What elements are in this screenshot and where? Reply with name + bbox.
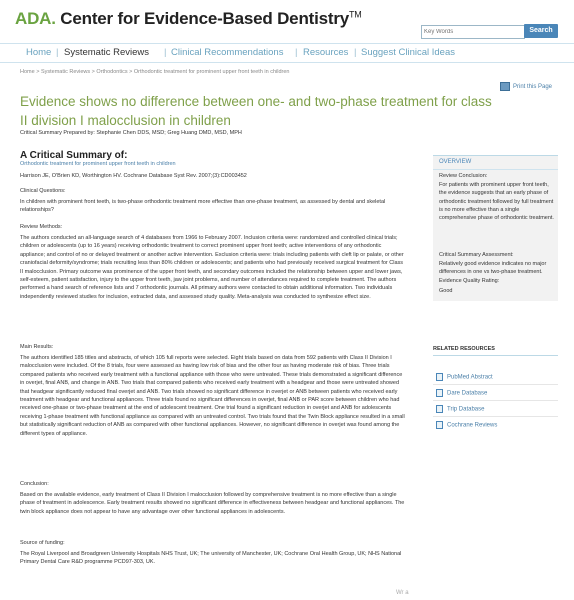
- nav-home[interactable]: Home: [26, 47, 52, 58]
- related-resources-title: RELATED RESOURCES: [433, 346, 495, 352]
- printer-icon: [500, 82, 510, 91]
- overview-panel: [433, 155, 558, 301]
- overview-divider: [433, 169, 558, 170]
- related-item-label: PubMed Abstract: [447, 374, 493, 381]
- nav-separator: |: [56, 47, 59, 58]
- search-input[interactable]: [421, 25, 525, 39]
- document-icon: [436, 405, 443, 413]
- clinical-questions-label: Clinical Questions:: [20, 188, 66, 194]
- nav-separator: |: [164, 47, 167, 58]
- related-dare-database[interactable]: [436, 389, 487, 397]
- citation: Harrison JE, O'Brien KD, Worthington HV. Cochrane Database Syst Rev. 2007;(3):CD003452: [20, 173, 247, 179]
- related-item-label: Dare Database: [447, 390, 488, 397]
- related-resources-divider: [433, 355, 558, 356]
- review-methods-text: The authors conducted an all-language search of 4 databases from 1966 to February 2007. Inclusion criteria were: randomized and controlled clinical trials; children or adolescents (up to 16 years) receiving orthodontic treatment to correct prominent upper front teeth; active interventions of any orthodontic appliance; and control of no or delayed treatment or another active intervention. Exclusion criteria were: trials including patients with cleft lip or palate, or other craniofacial deformity/syndrome; trials recruiting less than 80% children or adolescents; and patients who had previously received surgical treatment for Class II malocclusion. Primary outcome was prominence of the upper front teeth, and secondary outcomes included the relationship between upper and lower jaws, self-esteem, patient satisfaction, injury to the upper front teeth, jaw joint problems, and number of attendances required to complete treatment. The authors performed a hand search of reference lists and 7 orthodontic journals. All primary authors were contacted to obtain additional information. Two individuals independently reviewed studies for inclusion, extracted data, and assessed study quality. Meta-analysis was conducted to synthesize effect size.: [20, 235, 404, 300]
- critical-summary-heading: A Critical Summary of:: [20, 150, 128, 161]
- funding-label: Source of funding:: [20, 540, 65, 546]
- logo-ada: ADA.: [15, 9, 56, 28]
- related-trip-database[interactable]: [436, 405, 484, 413]
- evidence-quality-value: Good: [439, 288, 453, 294]
- review-conclusion-label: Review Conclusion:: [439, 173, 488, 179]
- page-title: Evidence shows no difference between one- and two-phase treatment for class II division I malocclusion in children: [20, 94, 492, 128]
- main-nav: [0, 43, 574, 63]
- breadcrumb[interactable]: Home > Systematic Reviews > Orthodontics > Orthodontic treatment for prominent upper front teeth in children: [20, 69, 290, 75]
- nav-separator: |: [354, 47, 357, 58]
- document-icon: [436, 421, 443, 429]
- related-item-label: Cochrane Reviews: [447, 422, 498, 429]
- main-results-text: The authors identified 185 titles and abstracts, of which 105 full reports were selected. Eight trials based on data from 592 patients with Class II Division I malocclusion were included. Of the 8 trials, four were assessed as having low risk of bias and the other four as having moderate risk of bias. Three trials compared patients who received early treatment with a functional appliance with those who were untreated. These trials demonstrated a significant difference in overjet, final ANB, and change in ANB. Two trials that compared patients who received early treatment with a headgear and those were untreated showed that headgear significantly reduced final overjet and ANB. Two trials showed no significant difference in overjet or ANB between patients who received early treatment with headgear and functional appliances. Three trials found no significant differences in overjet, final ANB or PAR score between children who had received one-phase or two-phase treatment at the end of adolescent treatment. One trial found a significant reduction in overjet and ANB for adolescents receiving 1-phase treatment with functional appliance as compared with an untreated control. Two trials found that the Twin Block appliance resulted in a small but statistically significant reduction of ANB as compared with other functional appliances. However, no significant difference in overjet was found among the different types of appliance.: [20, 355, 405, 437]
- nav-resources[interactable]: Resources: [303, 47, 349, 58]
- nav-systematic-reviews[interactable]: Systematic Reviews: [64, 47, 149, 58]
- related-cochrane-reviews[interactable]: [436, 421, 497, 429]
- print-page-link[interactable]: [500, 82, 552, 91]
- clinical-questions-text: In children with prominent front teeth, is two-phase orthodontic treatment more effective than one-phase treatment, as assessed by dental and skeletal relationships?: [20, 199, 386, 214]
- related-separator: [433, 384, 558, 385]
- search-button[interactable]: Search: [524, 24, 558, 38]
- overview-title: OVERVIEW: [439, 159, 472, 165]
- evidence-quality-label: Evidence Quality Rating:: [439, 278, 500, 284]
- document-icon: [436, 373, 443, 381]
- main-results-label: Main Results:: [20, 344, 54, 350]
- document-icon: [436, 389, 443, 397]
- site-header: [0, 0, 574, 40]
- critical-summary-subtitle-link[interactable]: Orthodontic treatment for prominent upper front teeth in children: [20, 161, 176, 167]
- review-conclusion-text: For patients with prominent upper front teeth, the evidence suggests that an early phase of orthodontic treatment followed by full treatment is no more effective than a single comprehensive phase of orthodontic treatment.: [439, 182, 554, 222]
- review-methods-label: Review Methods:: [20, 224, 63, 230]
- related-separator: [433, 400, 558, 401]
- footer-fragment: Wr a: [396, 590, 409, 596]
- related-separator: [433, 416, 558, 417]
- prepared-by: Critical Summary Prepared by: Stephanie Chen DDS, MSD; Greg Huang DMD, MSD, MPH: [20, 130, 242, 136]
- critical-assessment-text: Relatively good evidence indicates no major differences in one vs two-phase treatment.: [439, 261, 547, 276]
- logo-title: Center for Evidence-Based Dentistry: [60, 9, 349, 28]
- nav-suggest-clinical-ideas[interactable]: Suggest Clinical Ideas: [361, 47, 455, 58]
- related-pubmed-abstract[interactable]: [436, 373, 493, 381]
- nav-separator: |: [295, 47, 298, 58]
- related-item-label: Trip Database: [447, 406, 485, 413]
- critical-assessment-label: Critical Summary Assessment:: [439, 252, 514, 258]
- funding-text: The Royal Liverpool and Broadgreen University Hospitals NHS Trust, UK; The university of Manchester, UK; Cochrane Oral Health Group, UK; NHS National Primary Dental Care R&D programme PCD97-303, UK.: [20, 551, 402, 566]
- logo-tm: TM: [349, 9, 362, 20]
- nav-clinical-recommendations[interactable]: Clinical Recommendations: [171, 47, 284, 58]
- site-logo[interactable]: [15, 9, 362, 29]
- print-label: Print this Page: [513, 84, 553, 91]
- conclusion-text: Based on the available evidence, early treatment of Class II Division I malocclusion followed by comprehensive treatment is no more effective than a single phase of treatment in adolescence. Early treatment results showed no significant difference in effectiveness between headgear and functional appliances. The twin block appliance does not appear to have any advantage over other functional appliances in adolescents.: [20, 492, 405, 515]
- conclusion-label: Conclusion:: [20, 481, 49, 487]
